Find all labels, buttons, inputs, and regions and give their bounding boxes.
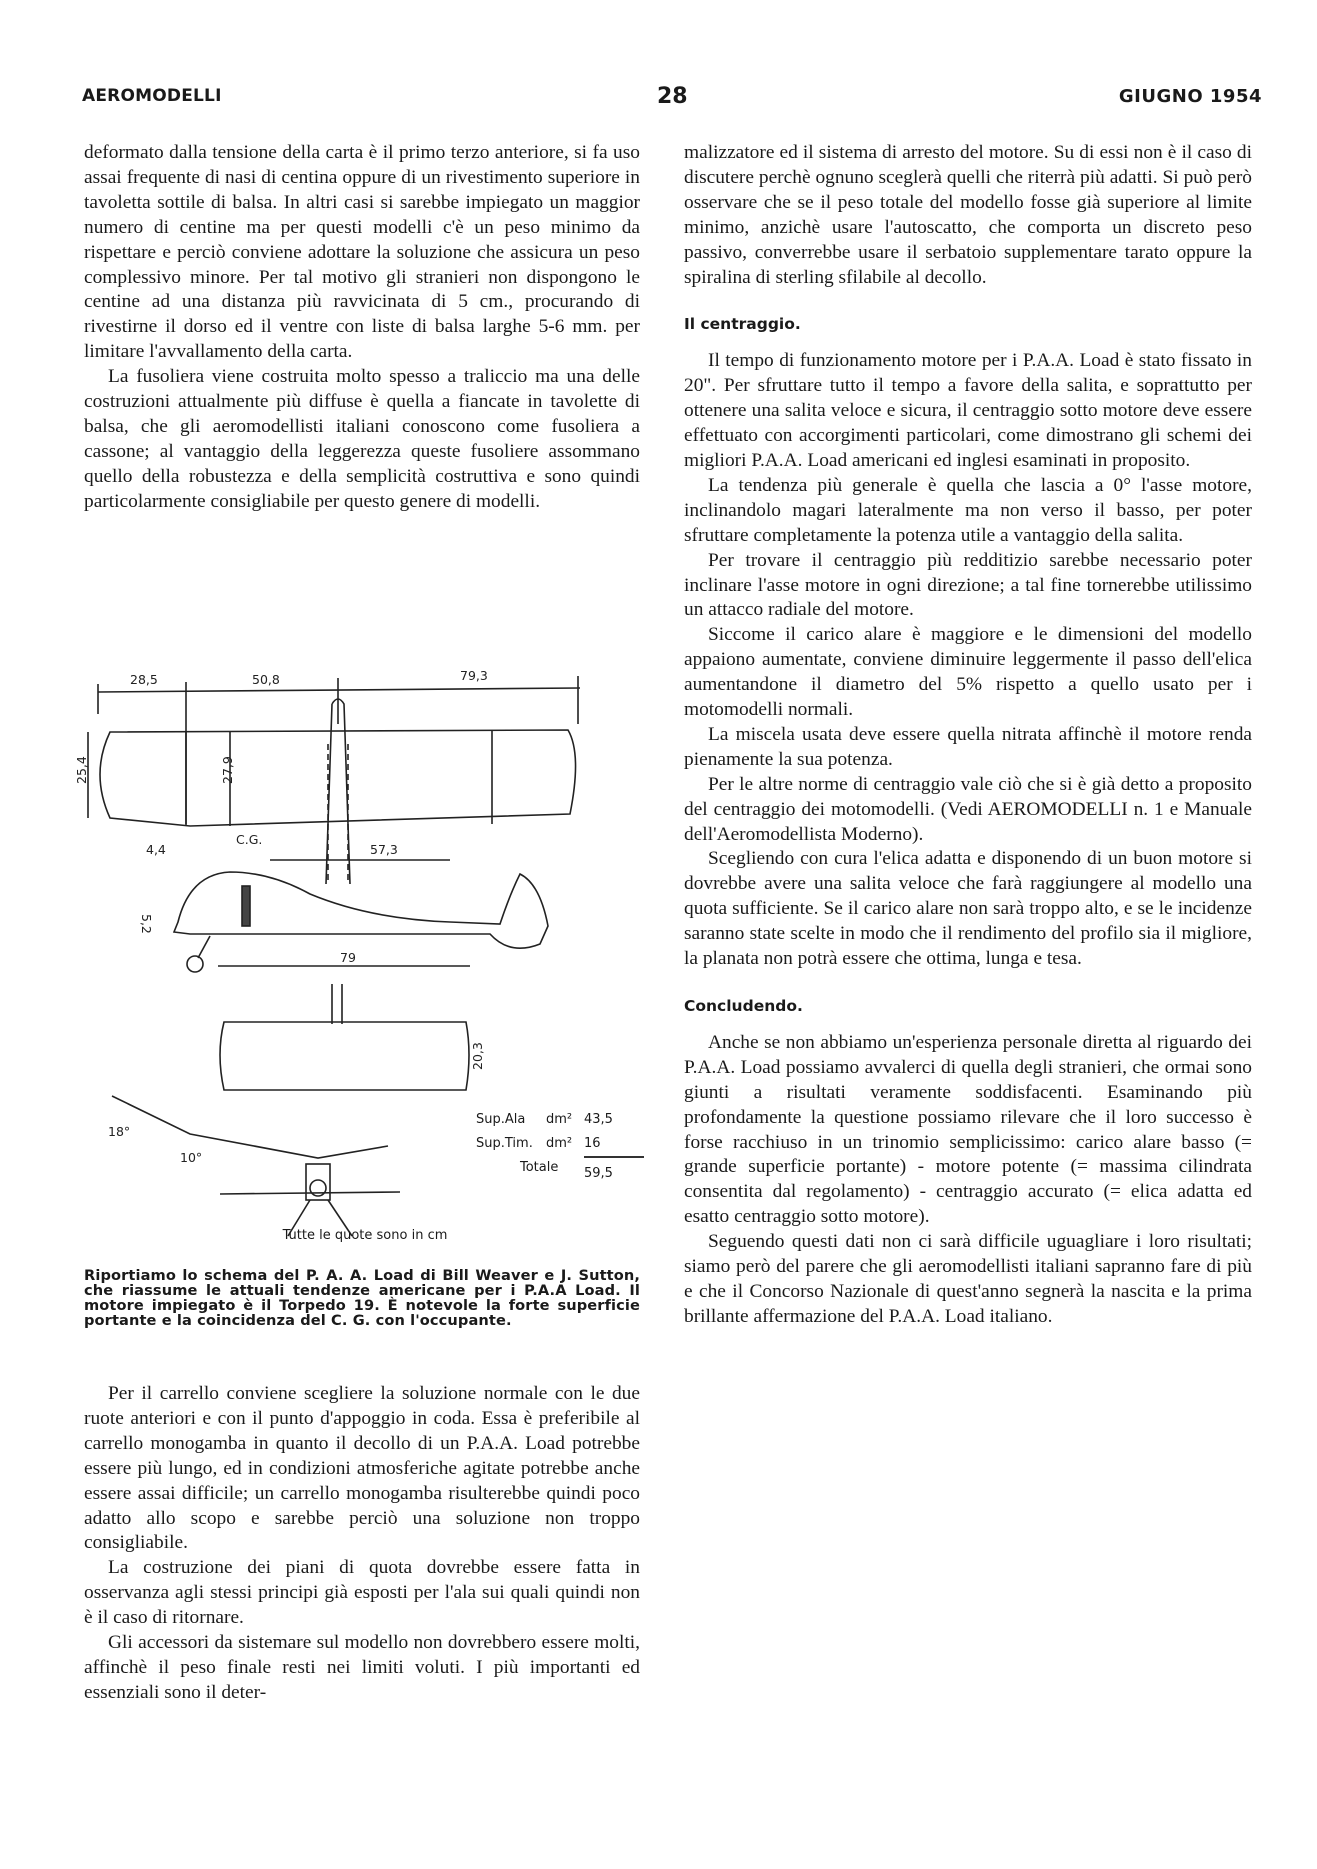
left-column-bottom xyxy=(84,1382,640,1706)
dim-5-2: 5,2 xyxy=(139,914,154,934)
dihedral-18: 18° xyxy=(108,1124,131,1139)
paragraph: deformato dalla tensione della carta è il primo terzo anteriore, si fa uso assai frequente di nasi di centina oppure di un rivestimento superiore in tavoletta sottile di balsa. In altri casi si sarebbe impiegato un maggior numero di centine ma per questi modelli c'è un peso minimo da rispettare e perciò conviene adottare la soluzione che assicura un peso complessivo minore. Per tal motivo gli stranieri non dispongono le centine ad una distanza più ravvicinata di 5 cm., procurando di rivestirne il dorso ed il ventre con liste di balsa larghe 5-6 mm. per limitare l'avvallamento della carta. xyxy=(84,142,640,363)
dim-28-5: 28,5 xyxy=(130,672,158,687)
paragraph: Seguendo questi dati non ci sarà difficile uguagliare i loro risultati; siamo però del parere che gli aeromodellisti italiani sapranno fare di più e che il Concorso Nazionale di quest'anno segnerà la nascita e la prima brillante affermazione del P.A.A. Load italiano. xyxy=(684,1231,1252,1327)
paragraph: Gli accessori da sistemare sul modello non dovrebbero essere molti, affinchè il peso finale resti nei limiti voluti. I più importanti ed essenziali sono il deter- xyxy=(84,1632,640,1703)
dim-57-3: 57,3 xyxy=(370,842,398,857)
cg-label: C.G. xyxy=(236,832,263,847)
magazine-title: AEROMODELLI xyxy=(82,86,222,106)
surface-areas-table xyxy=(476,1108,644,1186)
dim-79: 79 xyxy=(340,950,356,965)
dim-4-4: 4,4 xyxy=(146,842,166,857)
left-column-top xyxy=(84,141,640,515)
page-number: 28 xyxy=(657,84,688,109)
paragraph: La tendenza più generale è quella che lascia a 0° l'asse motore, inclinandolo magari lateralmente ma non verso il basso, per poter sfruttare completamente la potenza utile a vantaggio della salita. xyxy=(684,474,1252,546)
paragraph: La fusoliera viene costruita molto spesso a traliccio ma una delle costruzioni attualmente più diffuse è quella a fiancate in tavolette di balsa, che gli aeromodellisti italiani conoscono come fusoliera a cassone; al vantaggio della leggerezza queste fusoliere assommano quello della robustezza e della semplicità costruttiva e sono quindi particolarmente consigliabile per questo genere di modelli. xyxy=(84,366,640,512)
right-column xyxy=(684,141,1252,1330)
paragraph: Per le altre norme di centraggio vale ciò che si è già detto a proposito del centraggio dei motomodelli. (Vedi AEROMODELLI n. 1 e Manuale dell'Aeromodellista Moderno). xyxy=(684,773,1252,845)
paragraph: Per il carrello conviene scegliere la soluzione normale con le due ruote anteriori e con il punto d'appoggio in coda. Essa è preferibile al carrello monogamba in quanto il decollo di un P.A.A. Load potrebbe essere più lungo, ed in condizioni atmosferiche agitate potrebbe anche essere assai difficile; un carrello monogamba risulterebbe quindi poco adatto allo scopo e sarebbe perciò una soluzione non troppo consigliabile. xyxy=(84,1383,640,1554)
paragraph: Scegliendo con cura l'elica adatta e disponendo di un buon motore si dovrebbe avere una salita veloce che farà raggiungere al modello una quota sufficiente. Se il carico alare non sarà troppo alto, e se le incidenze saranno state scelte in modo che il rendimento del profilo sia il migliore, la planata non potrà essere che ottima, lunga e tesa. xyxy=(684,848,1252,970)
dim-79-3: 79,3 xyxy=(460,668,488,683)
dihedral-10: 10° xyxy=(180,1150,203,1165)
area-row-wing: Sup.Ala dm² 43,5 xyxy=(476,1112,613,1127)
figure-caption: Riportiamo lo schema del P. A. A. Load di Bill Weaver e J. Sutton, che riassume le attuali tendenze americane per i P.A.A Load. Il motore impiegato è il Torpedo 19. È notevole la forte superficie portante e la coincidenza del C. G. con l'occupante. xyxy=(84,1267,640,1329)
units-note: Tutte le quote sono in cm xyxy=(282,1228,448,1243)
paragraph: Siccome il carico alare è maggiore e le dimensioni del modello appaiono aumentate, conviene diminuire leggermente il passo dell'elica aumentandone il diametro del 5% rispetto a quello usato per i motomodelli normali. xyxy=(684,624,1252,721)
issue-date: GIUGNO 1954 xyxy=(1118,86,1262,107)
dim-25-4: 25,4 xyxy=(74,756,89,784)
paragraph: Anche se non abbiamo un'esperienza personale diretta al riguardo dei P.A.A. Load possiamo avvalerci di quella degli stranieri, che ormai sono giunti a risultati veramente soddisfacenti. Esaminando più profondamente la questione possiamo rilevare che il loro successo è forse racchiuso in un trinomio semplicissimo: carico alare basso (= grande superficie portante) - motore potente (= massima cilindrata consentita dal regolamento) - centraggio accurato (= elica adatta ed esatto centraggio sotto motore). xyxy=(684,1031,1252,1228)
paragraph: Per trovare il centraggio più redditizio sarebbe necessario poter inclinare l'asse motore in ogni direzione; a tal fine tornerebbe utilissimo un attacco radiale del motore. xyxy=(684,549,1252,621)
dim-20-3: 20,3 xyxy=(470,1042,485,1070)
paragraph: malizzatore ed il sistema di arresto del motore. Su di essi non è il caso di discutere perchè ognuno sceglerà quelli che riterrà più adatti. Si può però osservare che se il peso totale del modello fosse già superiore al limite minimo, anzichè usare l'autoscatto, che comporta un discreto peso passivo, converrebbe usare il serbatoio supplementare tarato oppure la spiralina di sterling sfilabile al decollo. xyxy=(684,142,1252,288)
section-heading-concludendo: Concludendo. xyxy=(684,997,803,1015)
paragraph: La miscela usata deve essere quella nitrata affinchè il motore renda pienamente la sua potenza. xyxy=(684,723,1252,770)
dim-50-8: 50,8 xyxy=(252,672,280,687)
area-row-stab: Sup.Tim. dm² 16 xyxy=(476,1136,601,1151)
page-header xyxy=(82,86,1262,116)
area-row-total: Totale 59,5 xyxy=(476,1156,644,1186)
section-heading-centraggio: Il centraggio. xyxy=(684,315,801,334)
dim-27-9: 27,9 xyxy=(220,756,235,784)
paragraph: Il tempo di funzionamento motore per i P.A.A. Load è stato fissato in 20". Per sfruttare tutto il tempo a favore della salita, e soprattutto per ottenere una salita veloce e sicura, il centraggio sotto motore deve essere effettuato con accorgimenti particolari, come dimostrano gli schemi dei migliori P.A.A. Load americani ed inglesi esaminati in proposito. xyxy=(684,350,1252,471)
paragraph: La costruzione dei piani di quota dovrebbe essere fatta in osservanza agli stessi principi già esposti per l'ala sui quali quindi non è il caso di ritornare. xyxy=(84,1557,640,1629)
